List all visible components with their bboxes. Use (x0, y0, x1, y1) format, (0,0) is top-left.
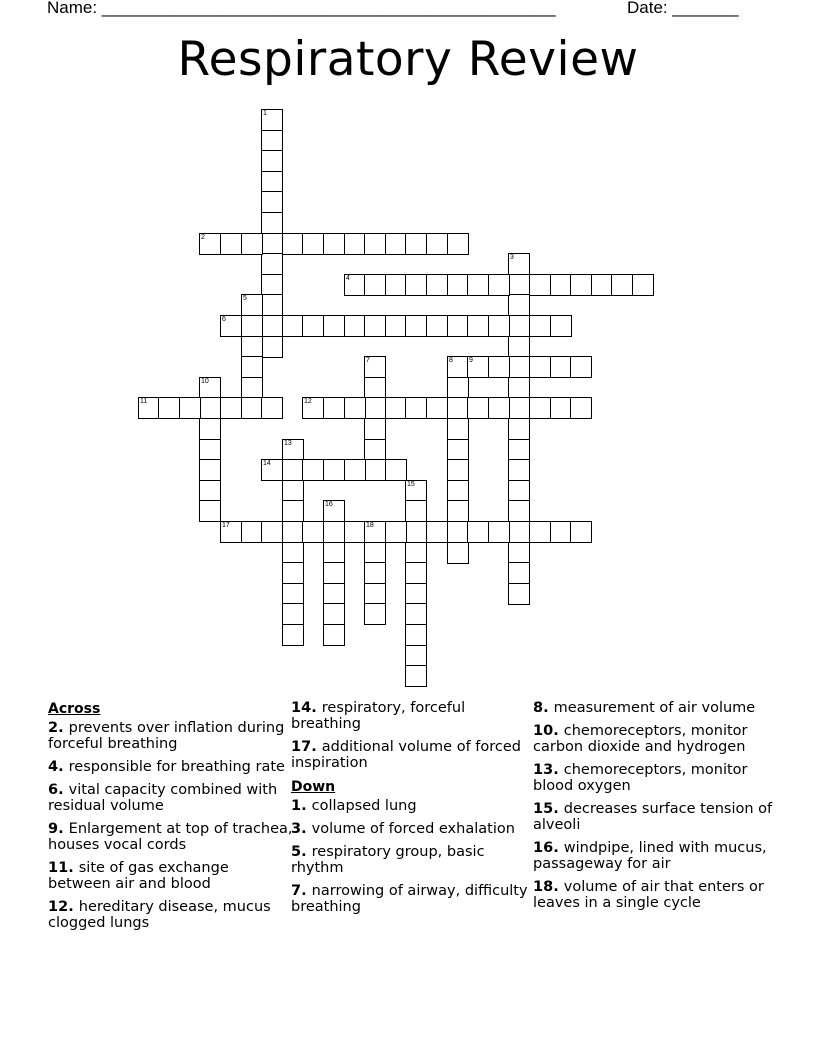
grid-cell[interactable] (364, 356, 386, 378)
grid-cell[interactable] (529, 356, 551, 378)
grid-cell[interactable] (467, 521, 489, 543)
grid-cell[interactable] (364, 562, 386, 584)
grid-cell[interactable] (302, 459, 324, 481)
grid-cell[interactable] (385, 397, 407, 419)
grid-cell[interactable] (364, 315, 386, 337)
clue-text: volume of air that enters or leaves in a single cycle (533, 879, 764, 911)
grid-cell[interactable] (550, 315, 572, 337)
grid-cell[interactable] (467, 356, 489, 378)
date-field-label: Date: _______ (627, 0, 739, 17)
grid-cell[interactable] (426, 315, 448, 337)
clue-number: 15 (533, 801, 554, 817)
grid-cell[interactable] (220, 397, 242, 419)
clue-down-1: 1. collapsed lung (291, 798, 417, 814)
grid-cell[interactable] (241, 233, 263, 255)
grid-cell[interactable] (344, 315, 366, 337)
clue-down-15: 15. decreases surface tension of alveoli (533, 801, 773, 833)
grid-cell[interactable] (447, 315, 469, 337)
grid-cell[interactable] (241, 336, 263, 358)
grid-cell[interactable] (405, 500, 427, 522)
grid-cell[interactable] (570, 397, 592, 419)
grid-cell[interactable] (550, 397, 572, 419)
cell-number: 8 (449, 357, 453, 364)
grid-cell[interactable] (199, 233, 221, 255)
clue-text: narrowing of airway, difficulty breathing (291, 883, 528, 915)
clue-text: Enlargement at top of trachea, houses vocal cords (48, 821, 293, 853)
grid-cell[interactable] (405, 583, 427, 605)
grid-cell[interactable] (179, 397, 201, 419)
clue-down-13: 13. chemoreceptors, monitor blood oxygen (533, 762, 748, 794)
clue-down-16: 16. windpipe, lined with mucus, passageway for air (533, 840, 767, 872)
cell-number: 4 (346, 275, 350, 282)
clue-number: 9 (48, 821, 59, 837)
grid-cell[interactable] (488, 521, 510, 543)
grid-cell[interactable] (405, 397, 427, 419)
clue-across-2: 2. prevents over inflation during forceful breathing (48, 720, 285, 752)
grid-cell[interactable] (323, 315, 345, 337)
grid-cell[interactable] (261, 459, 283, 481)
cell-number: 6 (222, 316, 226, 323)
cell-number: 3 (510, 254, 514, 261)
grid-cell[interactable] (364, 521, 386, 543)
grid-cell[interactable] (282, 624, 304, 646)
clue-text: respiratory group, basic rhythm (291, 844, 485, 876)
grid-cell[interactable] (529, 521, 551, 543)
grid-cell[interactable] (508, 459, 530, 481)
grid-cell[interactable] (570, 521, 592, 543)
grid-cell[interactable] (158, 397, 180, 419)
grid-cell[interactable] (591, 274, 613, 296)
grid-cell[interactable] (261, 233, 283, 255)
cell-number: 2 (201, 234, 205, 241)
clue-number: 10 (533, 723, 554, 739)
grid-cell[interactable] (282, 562, 304, 584)
grid-cell[interactable] (323, 603, 345, 625)
grid-cell[interactable] (241, 521, 263, 543)
grid-cell[interactable] (405, 562, 427, 584)
grid-cell[interactable] (488, 315, 510, 337)
grid-cell[interactable] (282, 500, 304, 522)
grid-cell[interactable] (385, 315, 407, 337)
grid-cell[interactable] (199, 397, 221, 419)
grid-cell[interactable] (467, 315, 489, 337)
grid-cell[interactable] (344, 233, 366, 255)
grid-cell[interactable] (570, 356, 592, 378)
grid-cell[interactable] (426, 233, 448, 255)
grid-cell[interactable] (344, 459, 366, 481)
grid-cell[interactable] (282, 603, 304, 625)
clue-across-12: 12. hereditary disease, mucus clogged lungs (48, 899, 271, 931)
grid-cell[interactable] (199, 500, 221, 522)
grid-cell[interactable] (508, 336, 530, 358)
clues-column-3 (533, 700, 778, 918)
grid-cell[interactable] (261, 109, 283, 131)
grid-cell[interactable] (241, 356, 263, 378)
cell-number: 17 (222, 522, 230, 529)
grid-cell[interactable] (529, 315, 551, 337)
grid-cell[interactable] (508, 377, 530, 399)
name-field-label: Name: ________________________________________________ (47, 0, 556, 17)
clue-text: decreases surface tension of alveoli (533, 801, 773, 833)
clue-text: prevents over inflation during forceful breathing (48, 720, 285, 752)
grid-cell[interactable] (508, 562, 530, 584)
clue-number: 13 (533, 762, 554, 778)
grid-cell[interactable] (508, 500, 530, 522)
grid-cell[interactable] (447, 356, 469, 378)
clue-number: 6 (48, 782, 59, 798)
clue-text: additional volume of forced inspiration (291, 739, 521, 771)
clue-across-4: 4. responsible for breathing rate (48, 759, 285, 775)
grid-cell[interactable] (405, 624, 427, 646)
grid-cell[interactable] (529, 274, 551, 296)
grid-cell[interactable] (405, 233, 427, 255)
clue-text: chemoreceptors, monitor carbon dioxide and hydrogen (533, 723, 748, 755)
grid-cell[interactable] (405, 521, 427, 543)
grid-cell[interactable] (405, 542, 427, 564)
clue-text: site of gas exchange between air and blood (48, 860, 229, 892)
grid-cell[interactable] (405, 480, 427, 502)
grid-cell[interactable] (426, 397, 448, 419)
clue-number: 2 (48, 720, 59, 736)
grid-cell[interactable] (508, 480, 530, 502)
grid-cell[interactable] (508, 583, 530, 605)
grid-cell[interactable] (261, 521, 283, 543)
grid-cell[interactable] (323, 542, 345, 564)
grid-cell[interactable] (488, 397, 510, 419)
grid-cell[interactable] (385, 459, 407, 481)
grid-cell[interactable] (488, 356, 510, 378)
grid-cell[interactable] (323, 521, 345, 543)
clue-number: 3 (291, 821, 302, 837)
grid-cell[interactable] (364, 274, 386, 296)
grid-cell[interactable] (364, 459, 386, 481)
grid-cell[interactable] (405, 603, 427, 625)
grid-cell[interactable] (508, 542, 530, 564)
grid-cell[interactable] (344, 274, 366, 296)
grid-cell[interactable] (426, 274, 448, 296)
grid-cell[interactable] (302, 315, 324, 337)
across-heading: Across (48, 701, 101, 717)
grid-cell[interactable] (302, 521, 324, 543)
grid-cell[interactable] (488, 274, 510, 296)
grid-cell[interactable] (364, 397, 386, 419)
grid-cell[interactable] (241, 294, 263, 316)
grid-cell[interactable] (261, 191, 283, 213)
cell-number: 11 (140, 398, 148, 405)
clue-number: 18 (533, 879, 554, 895)
grid-cell[interactable] (282, 315, 304, 337)
clue-number: 16 (533, 840, 554, 856)
cell-number: 12 (304, 398, 312, 405)
grid-cell[interactable] (282, 583, 304, 605)
grid-cell[interactable] (447, 439, 469, 461)
clue-across-9: 9. Enlargement at top of trachea, houses vocal cords (48, 821, 293, 853)
grid-cell[interactable] (385, 274, 407, 296)
grid-cell[interactable] (426, 521, 448, 543)
grid-cell[interactable] (241, 377, 263, 399)
clue-text: measurement of air volume (553, 700, 756, 716)
grid-cell[interactable] (261, 294, 283, 316)
grid-cell[interactable] (282, 542, 304, 564)
grid-cell[interactable] (447, 459, 469, 481)
grid-cell[interactable] (611, 274, 633, 296)
grid-cell[interactable] (220, 521, 242, 543)
grid-cell[interactable] (508, 521, 530, 543)
grid-cell[interactable] (508, 274, 530, 296)
grid-cell[interactable] (323, 233, 345, 255)
clue-down-3: 3. volume of forced exhalation (291, 821, 515, 837)
cell-number: 14 (263, 460, 271, 467)
clue-across-14: 14. respiratory, forceful breathing (291, 700, 466, 732)
clue-down-18: 18. volume of air that enters or leaves in a single cycle (533, 879, 764, 911)
clue-number: 1 (291, 798, 302, 814)
clue-down-5: 5. respiratory group, basic rhythm (291, 844, 485, 876)
clue-number: 12 (48, 899, 69, 915)
grid-cell[interactable] (323, 583, 345, 605)
grid-cell[interactable] (508, 253, 530, 275)
grid-cell[interactable] (261, 150, 283, 172)
grid-cell[interactable] (508, 356, 530, 378)
clue-number: 17 (291, 739, 312, 755)
clue-across-17: 17. additional volume of forced inspiration (291, 739, 521, 771)
clue-number: 8 (533, 700, 544, 716)
grid-cell[interactable] (261, 315, 283, 337)
grid-cell[interactable] (302, 233, 324, 255)
grid-cell[interactable] (447, 542, 469, 564)
clue-number: 7 (291, 883, 302, 899)
grid-cell[interactable] (282, 233, 304, 255)
clues-column-2 (291, 700, 536, 922)
cell-number: 16 (325, 501, 333, 508)
grid-cell[interactable] (405, 315, 427, 337)
grid-cell[interactable] (550, 356, 572, 378)
clue-text: collapsed lung (311, 798, 417, 814)
grid-cell[interactable] (199, 439, 221, 461)
clue-across-11: 11. site of gas exchange between air and blood (48, 860, 229, 892)
grid-cell[interactable] (529, 397, 551, 419)
grid-cell[interactable] (508, 418, 530, 440)
cell-number: 5 (243, 295, 247, 302)
grid-cell[interactable] (385, 521, 407, 543)
clue-text: vital capacity combined with residual volume (48, 782, 278, 814)
grid-cell[interactable] (447, 521, 469, 543)
page-title: Respiratory Review (177, 32, 639, 87)
cell-number: 9 (469, 357, 473, 364)
grid-cell[interactable] (282, 480, 304, 502)
grid-cell[interactable] (261, 171, 283, 193)
clue-down-10: 10. chemoreceptors, monitor carbon dioxide and hydrogen (533, 723, 748, 755)
grid-cell[interactable] (364, 233, 386, 255)
grid-cell[interactable] (447, 377, 469, 399)
grid-cell[interactable] (447, 500, 469, 522)
grid-cell[interactable] (385, 233, 407, 255)
grid-cell[interactable] (364, 583, 386, 605)
grid-cell[interactable] (364, 377, 386, 399)
grid-cell[interactable] (508, 315, 530, 337)
grid-cell[interactable] (467, 274, 489, 296)
grid-cell[interactable] (405, 274, 427, 296)
grid-cell[interactable] (550, 274, 572, 296)
grid-cell[interactable] (323, 459, 345, 481)
grid-cell[interactable] (570, 274, 592, 296)
grid-cell[interactable] (447, 418, 469, 440)
clue-number: 11 (48, 860, 69, 876)
cell-number: 15 (407, 481, 415, 488)
clue-text: windpipe, lined with mucus, passageway for air (533, 840, 767, 872)
clue-text: respiratory, forceful breathing (291, 700, 466, 732)
grid-cell[interactable] (282, 521, 304, 543)
grid-cell[interactable] (550, 521, 572, 543)
grid-cell[interactable] (261, 336, 283, 358)
clue-text: responsible for breathing rate (68, 759, 285, 775)
grid-cell[interactable] (282, 459, 304, 481)
cell-number: 7 (366, 357, 370, 364)
grid-cell[interactable] (261, 253, 283, 275)
clue-down-7: 7. narrowing of airway, difficulty breathing (291, 883, 528, 915)
grid-cell[interactable] (447, 233, 469, 255)
clue-number: 5 (291, 844, 302, 860)
clues-column-1 (48, 700, 293, 938)
grid-cell[interactable] (405, 665, 427, 687)
grid-cell[interactable] (199, 377, 221, 399)
grid-cell[interactable] (241, 315, 263, 337)
grid-cell[interactable] (261, 397, 283, 419)
grid-cell[interactable] (323, 397, 345, 419)
clue-number: 14 (291, 700, 312, 716)
cell-number: 18 (366, 522, 374, 529)
grid-cell[interactable] (282, 439, 304, 461)
grid-cell[interactable] (323, 624, 345, 646)
grid-cell[interactable] (364, 542, 386, 564)
grid-cell[interactable] (344, 521, 366, 543)
grid-cell[interactable] (138, 397, 160, 419)
grid-cell[interactable] (632, 274, 654, 296)
grid-cell[interactable] (199, 418, 221, 440)
grid-cell[interactable] (508, 294, 530, 316)
clue-down-8: 8. measurement of air volume (533, 700, 756, 716)
grid-cell[interactable] (323, 500, 345, 522)
clue-across-6: 6. vital capacity combined with residual volume (48, 782, 278, 814)
grid-cell[interactable] (508, 397, 530, 419)
grid-cell[interactable] (220, 233, 242, 255)
grid-cell[interactable] (199, 459, 221, 481)
grid-cell[interactable] (447, 397, 469, 419)
grid-cell[interactable] (261, 212, 283, 234)
clue-text: chemoreceptors, monitor blood oxygen (533, 762, 748, 794)
grid-cell[interactable] (261, 130, 283, 152)
grid-cell[interactable] (364, 418, 386, 440)
grid-cell[interactable] (447, 274, 469, 296)
grid-cell[interactable] (364, 603, 386, 625)
clue-number: 4 (48, 759, 59, 775)
grid-cell[interactable] (447, 480, 469, 502)
clue-text: hereditary disease, mucus clogged lungs (48, 899, 271, 931)
grid-cell[interactable] (199, 480, 221, 502)
down-heading: Down (291, 779, 336, 795)
cell-number: 10 (201, 378, 209, 385)
grid-cell[interactable] (405, 645, 427, 667)
grid-cell[interactable] (467, 397, 489, 419)
grid-cell[interactable] (323, 562, 345, 584)
cell-number: 1 (263, 110, 267, 117)
cell-number: 13 (284, 440, 292, 447)
grid-cell[interactable] (508, 439, 530, 461)
grid-cell[interactable] (220, 315, 242, 337)
grid-cell[interactable] (241, 397, 263, 419)
grid-cell[interactable] (364, 439, 386, 461)
clue-text: volume of forced exhalation (311, 821, 515, 837)
grid-cell[interactable] (261, 274, 283, 296)
grid-cell[interactable] (302, 397, 324, 419)
grid-cell[interactable] (344, 397, 366, 419)
